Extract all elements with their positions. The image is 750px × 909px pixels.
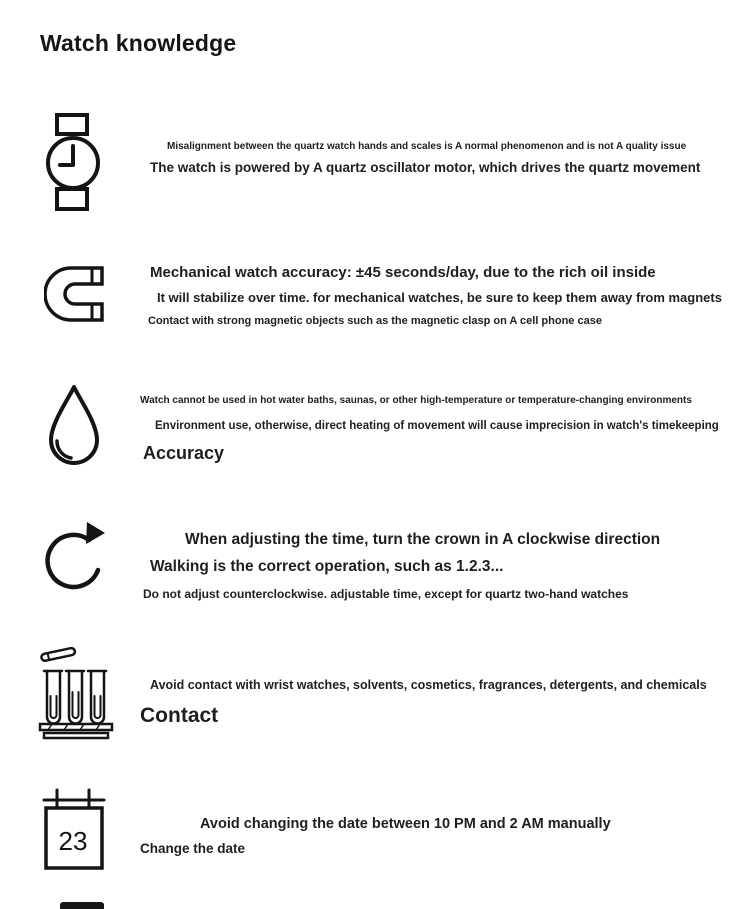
magnet-warning-note: It will stabilize over time. for mechanical watches, be sure to keep them away from magnets bbox=[157, 289, 722, 305]
contact-heading: Contact bbox=[140, 703, 219, 727]
section-quartz-movement bbox=[115, 141, 750, 176]
crown-clockwise-note: When adjusting the time, turn the crown in A clockwise direction bbox=[185, 531, 661, 548]
hot-water-warning-note: Watch cannot be used in hot water baths, saunas, or other high-temperature or temperature-changing environments bbox=[140, 395, 692, 406]
heating-imprecision-note: Environment use, otherwise, direct heating of movement will cause imprecision in watch's timekeeping bbox=[155, 419, 719, 432]
quartz-misalignment-note: Misalignment between the quartz watch hands and scales is A normal phenomenon and is not A quality issue bbox=[167, 141, 687, 152]
chemical-contact-note: Avoid contact with wrist watches, solvents, cosmetics, fragrances, detergents, and chemicals bbox=[150, 678, 707, 692]
mechanical-accuracy-note: Mechanical watch accuracy: ±45 seconds/day, due to the rich oil inside bbox=[150, 264, 656, 281]
date-change-warning-note: Avoid changing the date between 10 PM and 2 AM manually bbox=[200, 816, 611, 832]
section-temperature bbox=[115, 395, 750, 464]
section-magnetism bbox=[115, 264, 750, 329]
section-chemicals bbox=[115, 678, 750, 729]
quartz-motor-note: The watch is powered by A quartz oscillator motor, which drives the quartz movement bbox=[150, 159, 701, 175]
change-date-heading: Change the date bbox=[140, 841, 246, 857]
section-time-adjustment bbox=[115, 530, 750, 602]
counterclockwise-warning-note: Do not adjust counterclockwise. adjustable time, except for quartz two-hand watches bbox=[143, 586, 629, 601]
section-date-change bbox=[115, 815, 750, 858]
accuracy-heading: Accuracy bbox=[143, 442, 225, 463]
cropped-bottom-element bbox=[60, 902, 104, 909]
calendar-day-number: 23 bbox=[58, 826, 88, 856]
wristwatch-icon bbox=[44, 112, 106, 212]
rotate-arrow-icon bbox=[42, 519, 110, 595]
correct-operation-note: Walking is the correct operation, such as 1.2.3... bbox=[150, 558, 504, 576]
test-tubes-icon bbox=[38, 644, 114, 740]
water-drop-icon bbox=[42, 383, 106, 471]
magnetic-objects-note: Contact with strong magnetic objects such as the magnetic clasp on A cell phone case bbox=[148, 315, 602, 327]
page-title: Watch knowledge bbox=[40, 30, 237, 56]
calendar-icon bbox=[42, 788, 106, 876]
magnet-icon bbox=[44, 263, 106, 325]
